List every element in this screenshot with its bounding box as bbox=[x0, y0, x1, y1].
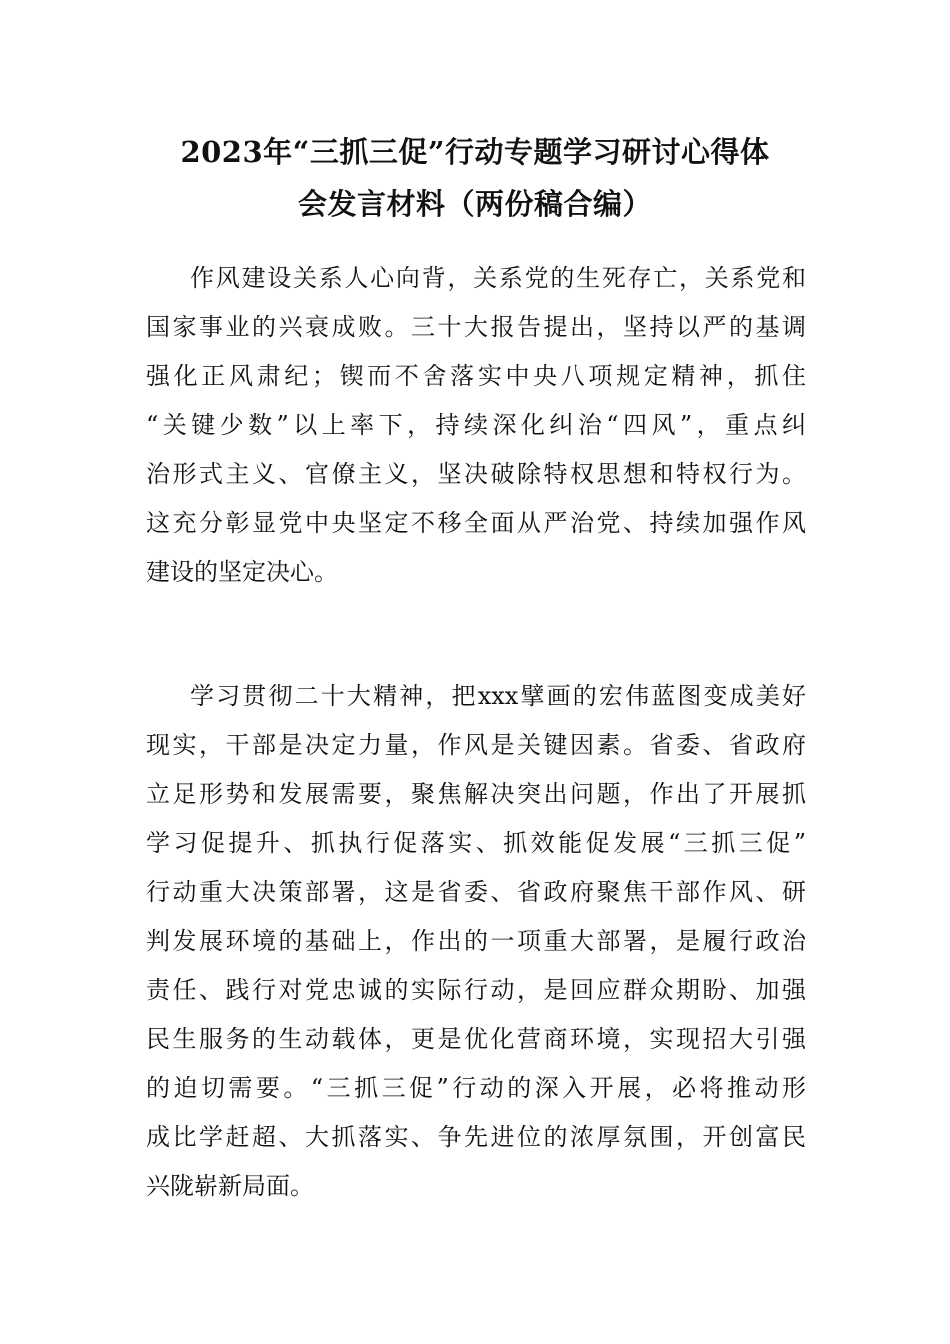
paragraph-line: 作风建设关系人心向背，关系党的生死存亡，关系党和 bbox=[190, 264, 806, 292]
paragraph-line: 国家事业的兴衰成败。三十大报告提出，坚持以严的基调 bbox=[146, 313, 806, 341]
title-line-2: 会发言材料（两份稿合编） bbox=[297, 187, 652, 221]
paragraph-1 bbox=[146, 254, 806, 597]
paragraph-2 bbox=[146, 672, 806, 1211]
paragraph-line: 现实，干部是决定力量，作风是关键因素。省委、省政府 bbox=[146, 731, 806, 759]
paragraph-line: 民生服务的生动载体，更是优化营商环境，实现招大引强 bbox=[146, 1025, 806, 1053]
paragraph-line: 建设的坚定决心。 bbox=[146, 558, 338, 586]
paragraph-line: 判发展环境的基础上，作出的一项重大部署，是履行政治 bbox=[146, 927, 806, 955]
paragraph-line: 立足形势和发展需要，聚焦解决突出问题，作出了开展抓 bbox=[146, 780, 806, 808]
paragraph-line: 的迫切需要。“三抓三促”行动的深入开展，必将推动形 bbox=[146, 1074, 806, 1102]
paragraph-line: 成比学赶超、大抓落实、争先进位的浓厚氛围，开创富民 bbox=[146, 1123, 806, 1151]
paragraph-line: 责任、践行对党忠诚的实际行动，是回应群众期盼、加强 bbox=[146, 976, 806, 1004]
paragraph-line: 强化正风肃纪；锲而不舍落实中央八项规定精神，抓住 bbox=[146, 362, 806, 390]
title-line-1: 2023年“三抓三促”行动专题学习研讨心得体 bbox=[180, 135, 770, 169]
paragraph-line: 学习贯彻二十大精神，把xxx擘画的宏伟蓝图变成美好 bbox=[190, 682, 806, 710]
paragraph-line: 行动重大决策部署，这是省委、省政府聚焦干部作风、研 bbox=[146, 878, 806, 906]
paragraph-line: 治形式主义、官僚主义，坚决破除特权思想和特权行为。 bbox=[146, 460, 806, 488]
paragraph-line: 兴陇崭新局面。 bbox=[146, 1172, 314, 1200]
paragraph-line: “关键少数”以上率下，持续深化纠治“四风”，重点纠 bbox=[146, 411, 806, 439]
paragraph-line: 这充分彰显党中央坚定不移全面从严治党、持续加强作风 bbox=[146, 509, 806, 537]
paragraph-line: 学习促提升、抓执行促落实、抓效能促发展“三抓三促” bbox=[146, 829, 806, 857]
document-title bbox=[140, 126, 810, 230]
